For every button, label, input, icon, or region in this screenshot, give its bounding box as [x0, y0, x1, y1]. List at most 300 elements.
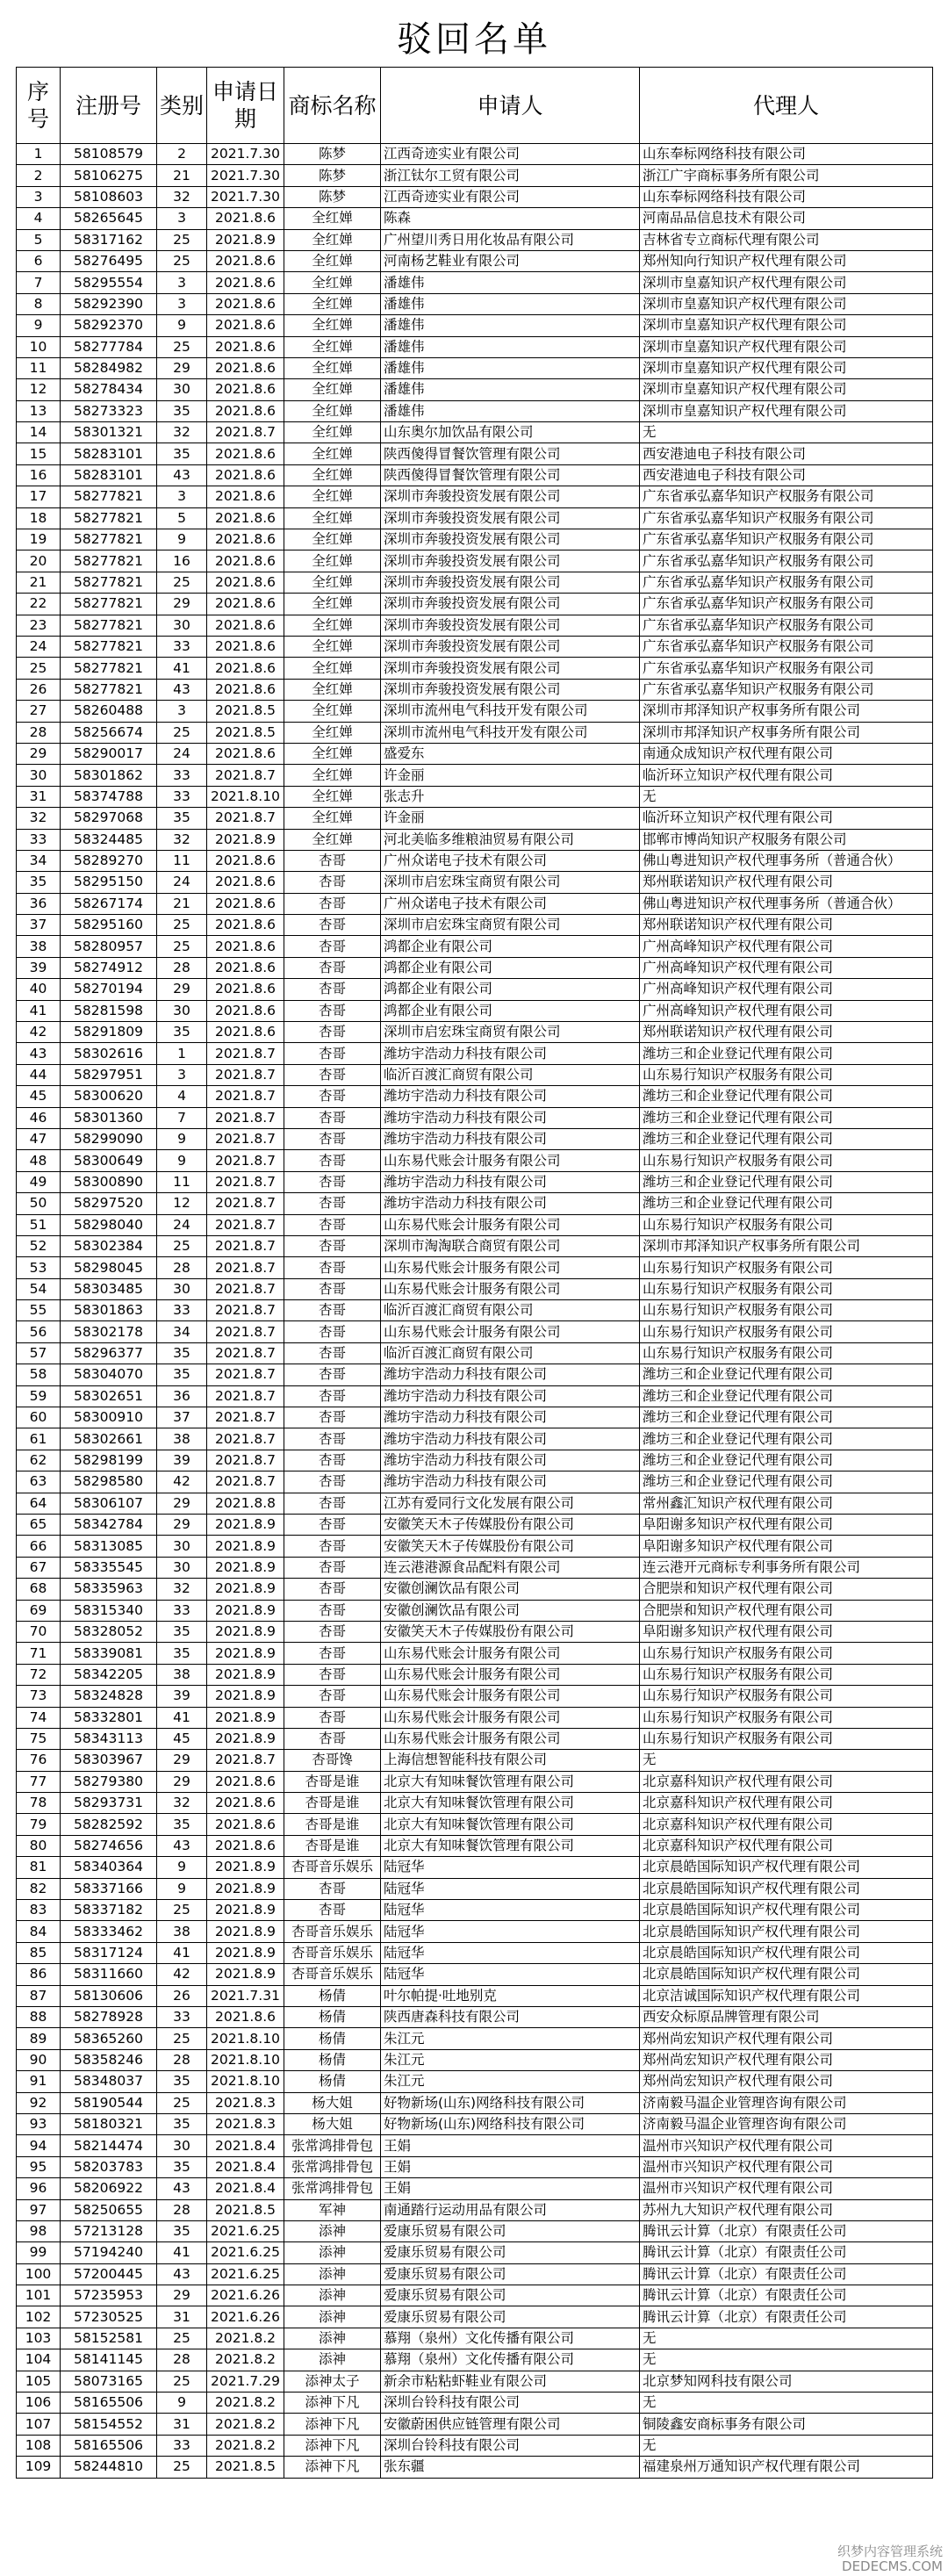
cell-index: 83 [17, 1900, 61, 1921]
cell-agent: 临沂环立知识产权代理有限公司 [640, 808, 933, 829]
cell-trademark-name: 杏哥 [284, 1557, 381, 1578]
cell-index: 73 [17, 1686, 61, 1707]
cell-class: 33 [157, 1300, 207, 1321]
cell-reg-no: 58250655 [61, 2199, 157, 2220]
cell-index: 25 [17, 658, 61, 679]
table-row [17, 1278, 933, 1299]
cell-applicant: 深圳市奔骏投资发展有限公司 [381, 615, 640, 636]
cell-class: 31 [157, 2306, 207, 2328]
cell-reg-no: 58365260 [61, 2028, 157, 2049]
cell-reg-no: 58302178 [61, 1321, 157, 1342]
cell-class: 35 [157, 2113, 207, 2134]
cell-apply-date: 2021.8.7 [207, 1750, 284, 1771]
cell-trademark-name: 军神 [284, 2199, 381, 2220]
cell-trademark-name: 张常鸿排骨包 [284, 2135, 381, 2156]
cell-applicant: 山东易代账会计服务有限公司 [381, 1728, 640, 1749]
cell-apply-date: 2021.8.7 [207, 1257, 284, 1278]
cell-agent: 北京晨皓国际知识产权代理有限公司 [640, 1878, 933, 1899]
table-row [17, 2414, 933, 2435]
cell-index: 42 [17, 1022, 61, 1043]
cell-reg-no: 58295554 [61, 272, 157, 293]
table-row [17, 1450, 933, 1471]
cell-trademark-name: 全红婵 [284, 357, 381, 378]
cell-applicant: 陆冠华 [381, 1942, 640, 1963]
table-row [17, 786, 933, 807]
cell-trademark-name: 杏哥 [284, 1342, 381, 1364]
table-row [17, 893, 933, 914]
cell-apply-date: 2021.8.7 [207, 1193, 284, 1214]
cell-reg-no: 58295160 [61, 915, 157, 936]
cell-reg-no: 58301863 [61, 1300, 157, 1321]
cell-applicant: 王娟 [381, 2135, 640, 2156]
cell-agent: 腾讯云计算（北京）有限责任公司 [640, 2263, 933, 2285]
cell-index: 71 [17, 1643, 61, 1664]
cell-agent: 山东易行知识产权服务有限公司 [640, 1064, 933, 1085]
cell-index: 51 [17, 1214, 61, 1235]
cell-index: 87 [17, 1985, 61, 2006]
table-row [17, 1643, 933, 1664]
cell-class: 29 [157, 594, 207, 615]
table-row [17, 229, 933, 250]
cell-agent: 邯郸市博尚知识产权服务有限公司 [640, 829, 933, 850]
cell-reg-no: 58277821 [61, 550, 157, 572]
cell-class: 29 [157, 1750, 207, 1771]
table-row [17, 1493, 933, 1514]
cell-index: 91 [17, 2071, 61, 2092]
cell-apply-date: 2021.8.9 [207, 1707, 284, 1728]
cell-agent: 山东易行知识产权服务有限公司 [640, 1643, 933, 1664]
cell-reg-no: 58244810 [61, 2457, 157, 2478]
cell-apply-date: 2021.8.6 [207, 443, 284, 464]
cell-index: 105 [17, 2371, 61, 2392]
cell-index: 2 [17, 165, 61, 186]
cell-apply-date: 2021.8.6 [207, 336, 284, 357]
cell-index: 24 [17, 636, 61, 657]
cell-applicant: 广州望川秀日用化妆品有限公司 [381, 229, 640, 250]
cell-agent: 腾讯云计算（北京）有限责任公司 [640, 2285, 933, 2306]
table-row [17, 2156, 933, 2177]
cell-class: 7 [157, 1107, 207, 1128]
cell-trademark-name: 全红婵 [284, 486, 381, 507]
cell-agent: 山东易行知识产权服务有限公司 [640, 1686, 933, 1707]
watermark-line-2: DEDECMS.COM [842, 2558, 943, 2574]
table-row [17, 1835, 933, 1856]
cell-agent: 合肥崇和知识产权代理有限公司 [640, 1579, 933, 1600]
cell-trademark-name: 杏哥 [284, 1407, 381, 1428]
cell-class: 25 [157, 2092, 207, 2113]
cell-reg-no: 58273323 [61, 400, 157, 421]
cell-agent: 临沂环立知识产权代理有限公司 [640, 765, 933, 786]
cell-trademark-name: 全红婵 [284, 722, 381, 743]
cell-class: 35 [157, 2220, 207, 2241]
cell-index: 41 [17, 1000, 61, 1021]
cell-applicant: 爱康乐贸易有限公司 [381, 2263, 640, 2285]
cell-index: 52 [17, 1235, 61, 1256]
cell-reg-no: 58317124 [61, 1942, 157, 1963]
table-row [17, 1942, 933, 1963]
cell-index: 12 [17, 379, 61, 400]
cell-applicant: 山东易代账会计服务有限公司 [381, 1686, 640, 1707]
cell-applicant: 深圳市奔骏投资发展有限公司 [381, 550, 640, 572]
cell-agent: 济南毅马温企业管理咨询有限公司 [640, 2113, 933, 2134]
cell-trademark-name: 陈梦 [284, 144, 381, 165]
cell-trademark-name: 杏哥 [284, 1643, 381, 1664]
cell-agent: 山东易行知识产权服务有限公司 [640, 1150, 933, 1171]
table-row [17, 808, 933, 829]
cell-agent: 腾讯云计算（北京）有限责任公司 [640, 2306, 933, 2328]
cell-index: 46 [17, 1107, 61, 1128]
cell-applicant: 爱康乐贸易有限公司 [381, 2306, 640, 2328]
cell-class: 26 [157, 1985, 207, 2006]
cell-index: 94 [17, 2135, 61, 2156]
cell-reg-no: 58300620 [61, 1086, 157, 1107]
cell-agent: 北京洁诚国际知识产权代理有限公司 [640, 1985, 933, 2006]
cell-class: 39 [157, 1686, 207, 1707]
cell-apply-date: 2021.8.6 [207, 615, 284, 636]
table-row [17, 1985, 933, 2006]
cell-agent: 无 [640, 422, 933, 443]
cell-index: 43 [17, 1043, 61, 1064]
cell-index: 104 [17, 2349, 61, 2371]
cell-class: 5 [157, 507, 207, 529]
cell-trademark-name: 张常鸿排骨包 [284, 2156, 381, 2177]
cell-agent: 郑州尚宏知识产权代理有限公司 [640, 2071, 933, 2092]
cell-trademark-name: 杏哥 [284, 1043, 381, 1064]
cell-trademark-name: 添神下凡 [284, 2414, 381, 2435]
cell-trademark-name: 杏哥音乐娱乐 [284, 1942, 381, 1963]
cell-agent: 深圳市皇嘉知识产权代理有限公司 [640, 357, 933, 378]
cell-class: 30 [157, 1278, 207, 1299]
cell-trademark-name: 杏哥 [284, 872, 381, 893]
cell-trademark-name: 全红婵 [284, 550, 381, 572]
cell-index: 65 [17, 1515, 61, 1536]
cell-class: 25 [157, 2457, 207, 2478]
cell-applicant: 潍坊宇浩动力科技有限公司 [381, 1450, 640, 1471]
cell-trademark-name: 杏哥 [284, 1471, 381, 1493]
cell-reg-no: 57235953 [61, 2285, 157, 2306]
table-row [17, 1621, 933, 1642]
cell-agent: 无 [640, 2435, 933, 2456]
cell-trademark-name: 杏哥 [284, 1278, 381, 1299]
cell-class: 43 [157, 2263, 207, 2285]
cell-trademark-name: 杏哥 [284, 1171, 381, 1192]
cell-index: 59 [17, 1385, 61, 1407]
cell-agent: 北京晨皓国际知识产权代理有限公司 [640, 1857, 933, 1878]
cell-trademark-name: 杏哥 [284, 1022, 381, 1043]
cell-class: 32 [157, 422, 207, 443]
cell-trademark-name: 杏哥 [284, 1515, 381, 1536]
cell-applicant: 潍坊宇浩动力科技有限公司 [381, 1407, 640, 1428]
cell-index: 69 [17, 1600, 61, 1621]
cell-applicant: 潘雄伟 [381, 400, 640, 421]
cell-class: 35 [157, 1022, 207, 1043]
cell-class: 30 [157, 379, 207, 400]
cell-applicant: 深圳市奔骏投资发展有限公司 [381, 486, 640, 507]
cell-apply-date: 2021.8.6 [207, 850, 284, 871]
cell-index: 54 [17, 1278, 61, 1299]
cell-apply-date: 2021.8.6 [207, 872, 284, 893]
header-trademark-name: 商标名称 [284, 68, 381, 144]
cell-index: 45 [17, 1086, 61, 1107]
cell-apply-date: 2021.8.2 [207, 2393, 284, 2414]
cell-apply-date: 2021.8.9 [207, 1857, 284, 1878]
cell-class: 11 [157, 850, 207, 871]
cell-trademark-name: 添神下凡 [284, 2457, 381, 2478]
cell-reg-no: 58154552 [61, 2414, 157, 2435]
cell-apply-date: 2021.8.2 [207, 2414, 284, 2435]
cell-class: 37 [157, 1407, 207, 1428]
cell-trademark-name: 添神 [284, 2328, 381, 2349]
cell-agent: 浙江广宇商标事务所有限公司 [640, 165, 933, 186]
cell-apply-date: 2021.8.9 [207, 1878, 284, 1899]
cell-class: 33 [157, 2006, 207, 2027]
cell-reg-no: 58165506 [61, 2393, 157, 2414]
cell-trademark-name: 杏哥馋 [284, 1750, 381, 1771]
cell-agent: 郑州联诺知识产权代理有限公司 [640, 1022, 933, 1043]
cell-agent: 潍坊三和企业登记代理有限公司 [640, 1428, 933, 1450]
cell-trademark-name: 全红婵 [284, 658, 381, 679]
cell-applicant: 盛爱东 [381, 743, 640, 764]
cell-reg-no: 58339081 [61, 1643, 157, 1664]
cell-index: 15 [17, 443, 61, 464]
cell-apply-date: 2021.8.9 [207, 1942, 284, 1963]
cell-agent: 北京嘉科知识产权代理有限公司 [640, 1835, 933, 1856]
cell-index: 108 [17, 2435, 61, 2456]
table-row [17, 936, 933, 957]
cell-applicant: 陕西傻得冒餐饮管理有限公司 [381, 443, 640, 464]
cell-agent: 北京晨皓国际知识产权代理有限公司 [640, 1964, 933, 1985]
cell-index: 98 [17, 2220, 61, 2241]
cell-applicant: 好物新场(山东)网络科技有限公司 [381, 2092, 640, 2113]
cell-apply-date: 2021.8.6 [207, 315, 284, 336]
cell-apply-date: 2021.7.30 [207, 165, 284, 186]
cell-apply-date: 2021.8.6 [207, 1000, 284, 1021]
cell-apply-date: 2021.8.6 [207, 679, 284, 700]
cell-class: 1 [157, 1043, 207, 1064]
table-row [17, 1407, 933, 1428]
cell-class: 29 [157, 979, 207, 1000]
cell-class: 9 [157, 1878, 207, 1899]
cell-index: 74 [17, 1707, 61, 1728]
cell-applicant: 爱康乐贸易有限公司 [381, 2242, 640, 2263]
cell-reg-no: 58342205 [61, 1664, 157, 1685]
cell-agent: 广东省承弘嘉华知识产权服务有限公司 [640, 615, 933, 636]
cell-index: 40 [17, 979, 61, 1000]
cell-trademark-name: 全红婵 [284, 293, 381, 314]
table-row [17, 2306, 933, 2328]
cell-class: 25 [157, 572, 207, 593]
document-page [16, 12, 932, 2479]
table-row [17, 165, 933, 186]
cell-apply-date: 2021.8.6 [207, 357, 284, 378]
cell-reg-no: 58267174 [61, 893, 157, 914]
cell-class: 28 [157, 1257, 207, 1278]
cell-agent: 北京梦知网科技有限公司 [640, 2371, 933, 2392]
cell-trademark-name: 杏哥音乐娱乐 [284, 1921, 381, 1942]
cell-applicant: 鸿都企业有限公司 [381, 979, 640, 1000]
cell-trademark-name: 添神 [284, 2263, 381, 2285]
cell-agent: 深圳市皇嘉知识产权代理有限公司 [640, 379, 933, 400]
cell-trademark-name: 全红婵 [284, 765, 381, 786]
cell-index: 89 [17, 2028, 61, 2049]
cell-class: 43 [157, 1835, 207, 1856]
table-row [17, 357, 933, 378]
table-row [17, 1385, 933, 1407]
table-row [17, 1814, 933, 1835]
cell-apply-date: 2021.8.7 [207, 422, 284, 443]
cell-reg-no: 58278434 [61, 379, 157, 400]
cell-apply-date: 2021.8.7 [207, 1214, 284, 1235]
cell-agent: 西安港迪电子科技有限公司 [640, 443, 933, 464]
cell-reg-no: 58298040 [61, 1214, 157, 1235]
cell-class: 35 [157, 1621, 207, 1642]
cell-class: 2 [157, 144, 207, 165]
cell-reg-no: 58274912 [61, 957, 157, 978]
cell-trademark-name: 添神 [284, 2242, 381, 2263]
cell-index: 9 [17, 315, 61, 336]
table-row [17, 2285, 933, 2306]
table-header-row [17, 68, 933, 144]
cell-class: 30 [157, 1557, 207, 1578]
cell-applicant: 潘雄伟 [381, 357, 640, 378]
cell-reg-no: 58283101 [61, 464, 157, 486]
cell-applicant: 北京大有知味餐饮管理有限公司 [381, 1814, 640, 1835]
cell-agent: 无 [640, 2349, 933, 2371]
cell-applicant: 广州众诺电子技术有限公司 [381, 893, 640, 914]
cell-apply-date: 2021.8.9 [207, 1621, 284, 1642]
cell-applicant: 广州众诺电子技术有限公司 [381, 850, 640, 871]
header-index: 序号 [17, 68, 61, 144]
cell-trademark-name: 杏哥是谁 [284, 1835, 381, 1856]
cell-applicant: 张东疆 [381, 2457, 640, 2478]
table-row [17, 1022, 933, 1043]
table-row [17, 765, 933, 786]
table-row [17, 1686, 933, 1707]
cell-agent: 山东易行知识产权服务有限公司 [640, 1321, 933, 1342]
cell-apply-date: 2021.8.7 [207, 1086, 284, 1107]
cell-class: 31 [157, 2414, 207, 2435]
cell-class: 39 [157, 1450, 207, 1471]
cell-index: 13 [17, 400, 61, 421]
cell-applicant: 浙江钛尔工贸有限公司 [381, 165, 640, 186]
table-row [17, 1214, 933, 1235]
cell-reg-no: 58289270 [61, 850, 157, 871]
cell-class: 25 [157, 1900, 207, 1921]
table-row [17, 550, 933, 572]
cell-applicant: 好物新场(山东)网络科技有限公司 [381, 2113, 640, 2134]
table-row [17, 1128, 933, 1149]
cell-apply-date: 2021.8.9 [207, 1900, 284, 1921]
cell-agent: 腾讯云计算（北京）有限责任公司 [640, 2220, 933, 2241]
cell-apply-date: 2021.8.6 [207, 594, 284, 615]
cell-reg-no: 58277821 [61, 636, 157, 657]
table-row [17, 1707, 933, 1728]
cell-trademark-name: 杨大姐 [284, 2113, 381, 2134]
cell-trademark-name: 杏哥 [284, 1428, 381, 1450]
cell-index: 14 [17, 422, 61, 443]
cell-trademark-name: 杏哥 [284, 1150, 381, 1171]
cell-applicant: 临沂百渡汇商贸有限公司 [381, 1342, 640, 1364]
cell-index: 8 [17, 293, 61, 314]
cell-index: 23 [17, 615, 61, 636]
cell-index: 44 [17, 1064, 61, 1085]
cell-agent: 山东易行知识产权服务有限公司 [640, 1342, 933, 1364]
table-row [17, 957, 933, 978]
cell-trademark-name: 杏哥 [284, 893, 381, 914]
cell-agent: 北京晨皓国际知识产权代理有限公司 [640, 1921, 933, 1942]
cell-apply-date: 2021.8.6 [207, 507, 284, 529]
table-row [17, 1235, 933, 1256]
cell-agent: 深圳市邦泽知识产权事务所有限公司 [640, 1235, 933, 1256]
cell-trademark-name: 全红婵 [284, 529, 381, 550]
table-row [17, 1557, 933, 1578]
cell-class: 30 [157, 1536, 207, 1557]
cell-apply-date: 2021.8.2 [207, 2435, 284, 2456]
table-row [17, 1728, 933, 1749]
table-row [17, 2371, 933, 2392]
cell-apply-date: 2021.7.31 [207, 1985, 284, 2006]
cell-trademark-name: 杏哥 [284, 1493, 381, 1514]
cell-applicant: 潘雄伟 [381, 272, 640, 293]
cell-trademark-name: 杏哥 [284, 1128, 381, 1149]
cell-agent: 潍坊三和企业登记代理有限公司 [640, 1364, 933, 1385]
cell-apply-date: 2021.8.6 [207, 636, 284, 657]
cell-index: 1 [17, 144, 61, 165]
cell-apply-date: 2021.8.6 [207, 550, 284, 572]
cell-applicant: 陕西唐森科技有限公司 [381, 2006, 640, 2027]
cell-index: 106 [17, 2393, 61, 2414]
cell-index: 72 [17, 1664, 61, 1685]
cell-class: 4 [157, 1086, 207, 1107]
cell-agent: 广东省承弘嘉华知识产权服务有限公司 [640, 636, 933, 657]
cell-trademark-name: 杏哥 [284, 1686, 381, 1707]
cell-agent: 西安港迪电子科技有限公司 [640, 464, 933, 486]
table-row [17, 722, 933, 743]
cell-index: 80 [17, 1835, 61, 1856]
table-row [17, 1878, 933, 1899]
cell-index: 21 [17, 572, 61, 593]
cell-index: 5 [17, 229, 61, 250]
cell-trademark-name: 杏哥 [284, 1664, 381, 1685]
cell-applicant: 山东易代账会计服务有限公司 [381, 1278, 640, 1299]
cell-apply-date: 2021.8.9 [207, 229, 284, 250]
cell-apply-date: 2021.8.9 [207, 1515, 284, 1536]
cell-reg-no: 58358246 [61, 2049, 157, 2070]
table-row [17, 829, 933, 850]
cell-index: 92 [17, 2092, 61, 2113]
cell-applicant: 北京大有知味餐饮管理有限公司 [381, 1771, 640, 1792]
cell-trademark-name: 杏哥 [284, 1450, 381, 1471]
cell-trademark-name: 全红婵 [284, 208, 381, 229]
cell-index: 101 [17, 2285, 61, 2306]
cell-apply-date: 2021.8.6 [207, 486, 284, 507]
cell-reg-no: 58342784 [61, 1515, 157, 1536]
cell-agent: 山东易行知识产权服务有限公司 [640, 1214, 933, 1235]
table-row [17, 1471, 933, 1493]
cell-reg-no: 58277784 [61, 336, 157, 357]
cell-apply-date: 2021.8.9 [207, 1557, 284, 1578]
cell-applicant: 潍坊宇浩动力科技有限公司 [381, 1385, 640, 1407]
cell-apply-date: 2021.6.25 [207, 2242, 284, 2263]
cell-reg-no: 58277821 [61, 594, 157, 615]
cell-apply-date: 2021.8.7 [207, 808, 284, 829]
cell-agent: 无 [640, 786, 933, 807]
cell-apply-date: 2021.8.10 [207, 2071, 284, 2092]
cell-apply-date: 2021.8.6 [207, 272, 284, 293]
cell-reg-no: 58277821 [61, 658, 157, 679]
cell-trademark-name: 杏哥 [284, 1235, 381, 1256]
document-title: 驳回名单 [397, 19, 551, 60]
